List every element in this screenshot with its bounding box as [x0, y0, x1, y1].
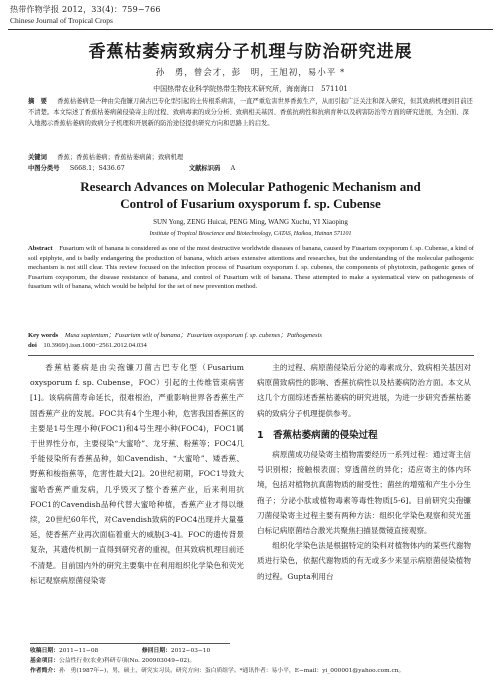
affiliation-cn: 中国热带农业科学院热带生物技术研究所，海南海口 571101 [153, 85, 348, 93]
body-paragraph: 组织化学染色法是根据特定的染料对植物体内的某些代谢物质进行染色，依据代谢物质的有无或多少来显示病原菌侵染植物的过程。Gupta利用台 [257, 541, 471, 581]
classification-cn [28, 163, 474, 174]
journal-header-cn: 热带作物学报 2012，33(4)：759−766 [10, 5, 161, 14]
abstract-separator [28, 355, 474, 356]
authors-cn: 孙 勇，曾会才，彭 明，王旭初，易小平 * [155, 68, 346, 78]
classification-label: 中图分类号 [28, 165, 60, 172]
doi-text: 10.3969/j.issn.1000−2561.2012.04.034 [43, 342, 147, 349]
doc-code-value: A [230, 165, 236, 172]
doi-line [28, 341, 474, 351]
keywords-cn-text: 香蕉；香蕉枯萎病；香蕉枯萎病菌；致病机理 [57, 154, 184, 161]
paper-title-cn: 香蕉枯萎病致病分子机理与防治研究进展 [88, 42, 413, 62]
header-rule [8, 29, 493, 30]
journal-header-en: Chinese Journal of Tropical Crops [10, 16, 113, 25]
paper-title-en-line2: Control of Fusarium oxysporum f. sp. Cubense [120, 196, 381, 211]
abstract-en [28, 244, 474, 292]
keywords-en-text: Musa sapientum；Fusarium wilt of banana；Fusarium oxysporum f. sp. cubenes；Pathogenesis [64, 332, 322, 339]
body-left-column [30, 360, 244, 588]
revised-label: 修回日期： [141, 648, 171, 654]
keywords-en-label: Key words [28, 332, 59, 339]
abstract-cn-text: 香蕉枯萎病是一种由尖孢镰刀菌古巴专化型引起的土传根系病害，一直严重危害世界香蕉生产，从而引起广泛关注和深入研究，但其致病机理到目前还不清楚。本文综述了香蕉枯萎病菌侵染寄主的过程、致病毒素的成分分析、致病相关基因、香蕉抗病性和抗病育种以及病害防治等方面的研究进展，为全面、深入地揭示香蕉枯萎病的致病分子机理和开展新的防治途径提供研究方向和思路上的启发。 [28, 98, 473, 127]
received-label: 收稿日期： [30, 648, 59, 654]
keywords-cn [28, 152, 474, 163]
revised-date: 2012−03−10 [170, 648, 211, 654]
body-right-column [257, 360, 471, 584]
authors-en: SUN Yong, ZENG Huicai, PENG Ming, WANG Xuchu, YI Xiaoping [153, 218, 348, 226]
received-date: 2011−11−08 [59, 648, 99, 654]
author-bio-label: 作者简介： [30, 668, 59, 674]
affiliation-en: Institute of Tropical Bioscience and Biotechnology, CATAS, Haikou, Hainan 571101 [149, 231, 352, 237]
footnote-dates [30, 646, 480, 656]
keywords-en [28, 331, 474, 341]
abstract-en-text: Fusarium wilt of banana is considered as one of the most destructive worldwide diseases of banana, caused by Fusarium oxysporum f. sp. Cubense, a kind of soil epiphyte, and is badly endangering the production of banana, which arises extensive attentions and researches, but the understanding of the molecular pathogenic mechanism is not still clear. This review focused on the infection process of Fusarium oxysporum f. sp. cubenes, the components of phytotoxin, pathogenic genes of Fusarium oxysporum, the disease resistance of banana, and control of Fusarium wilt of banana. These attempted to make a systematical view on pathogenesis of fusarium wilt of banana, which would be helpful for the set of new prevention method. [28, 245, 474, 291]
body-paragraph: 病原菌成功侵染寄主植物需要经历一系列过程：通过寄主信号识别根；接触根表面；穿透菌丝的异化；适应寄主的体内环境，包括对植物抗真菌物质的耐受性；菌丝的增殖和产生小分生孢子；分泌小肽或植物毒素等毒性物质[5-6]。目前研究尖孢镰刀菌侵染寄主过程主要有两种方法：组织化学染色观察和荧光蛋白标记病原菌结合激光共聚焦扫描显微镜直接观察。 [257, 450, 471, 536]
classification-value: S668.1；S436.67 [69, 165, 125, 172]
body-paragraph: 香蕉枯萎病是由尖孢镰刀菌古巴专化型（Fusarium oxysporum f. sp. Cubense，FOC）引起的土传维管束病害[1]。该病病菌寿命延长，很难根治，严重影响世界各香蕉生产国香蕉产业的发展。FOC共有4个生理小种，危害我国香蕉区的主要是1号生理小种(FOC1)和4号生理小种(FOC4)，FOC1属于世界性分布，主要侵染“大蜜哈”、龙牙蕉、粉蕉等；FOC4几乎能侵染所有香蕉品种，如Cavendish、“大蜜哈”、矮香蕉、野蕉和梭指蕉等，危害性最大[2]。20世纪初期，FOC1导致大蜜哈香蕉严重发病，几乎毁灭了整个香蕉产业，后来利用抗FOC1的Cavendish品种代替大蜜哈种植，香蕉产业才得以继续，20世纪60年代，对Cavendish致病的FOC4出现并大量蔓延，使香蕉产业再次面临着重大的威胁[3-4]。FOC的遗传背景复杂，其遗传机制一直得到研究者的重视，但其致病机理目前还不清楚。目前国内外的研究主要集中在利用组织化学染色和荧光标记观察病原菌侵染寄 [30, 363, 244, 585]
fund-text: 公益性行业(农业)科研专项(No. 200903049−02)。 [59, 658, 196, 664]
body-paragraph: 主的过程、病原菌侵染后分泌的毒素成分、致病相关基因对病原菌致病性的影响、香蕉抗病性以及枯萎病防治方面。本文从这几个方面综述香蕉枯萎病的研究进展，为进一步研究香蕉枯萎病的致病分子机理提供参考。 [257, 363, 471, 418]
paper-title-en-line1: Research Advances on Molecular Pathogenic Mechanism and [80, 179, 421, 194]
doi-label: doi [28, 342, 37, 349]
abstract-en-label: Abstract [28, 245, 53, 252]
paper-title-en [0, 178, 501, 212]
footnote-rule [30, 643, 230, 644]
fund-label: 基金项目： [30, 658, 59, 664]
section-heading: 1 香蕉枯萎病菌的侵染过程 [257, 429, 378, 441]
author-bio-text: 孙 勇(1987年−)，男，硕士，研究实习员。研究方向：蛋白质组学。*通讯作者：易小平，E−mail：yi_000001@yahoo.com.cn。 [59, 668, 405, 674]
footnote-fund [30, 656, 480, 666]
abstract-cn [28, 96, 474, 129]
abstract-cn-label: 摘 要 [28, 98, 47, 105]
footnote-author [30, 666, 480, 676]
doc-code-label: 文献标识码 [188, 165, 221, 172]
keywords-cn-label: 关键词 [28, 154, 47, 161]
